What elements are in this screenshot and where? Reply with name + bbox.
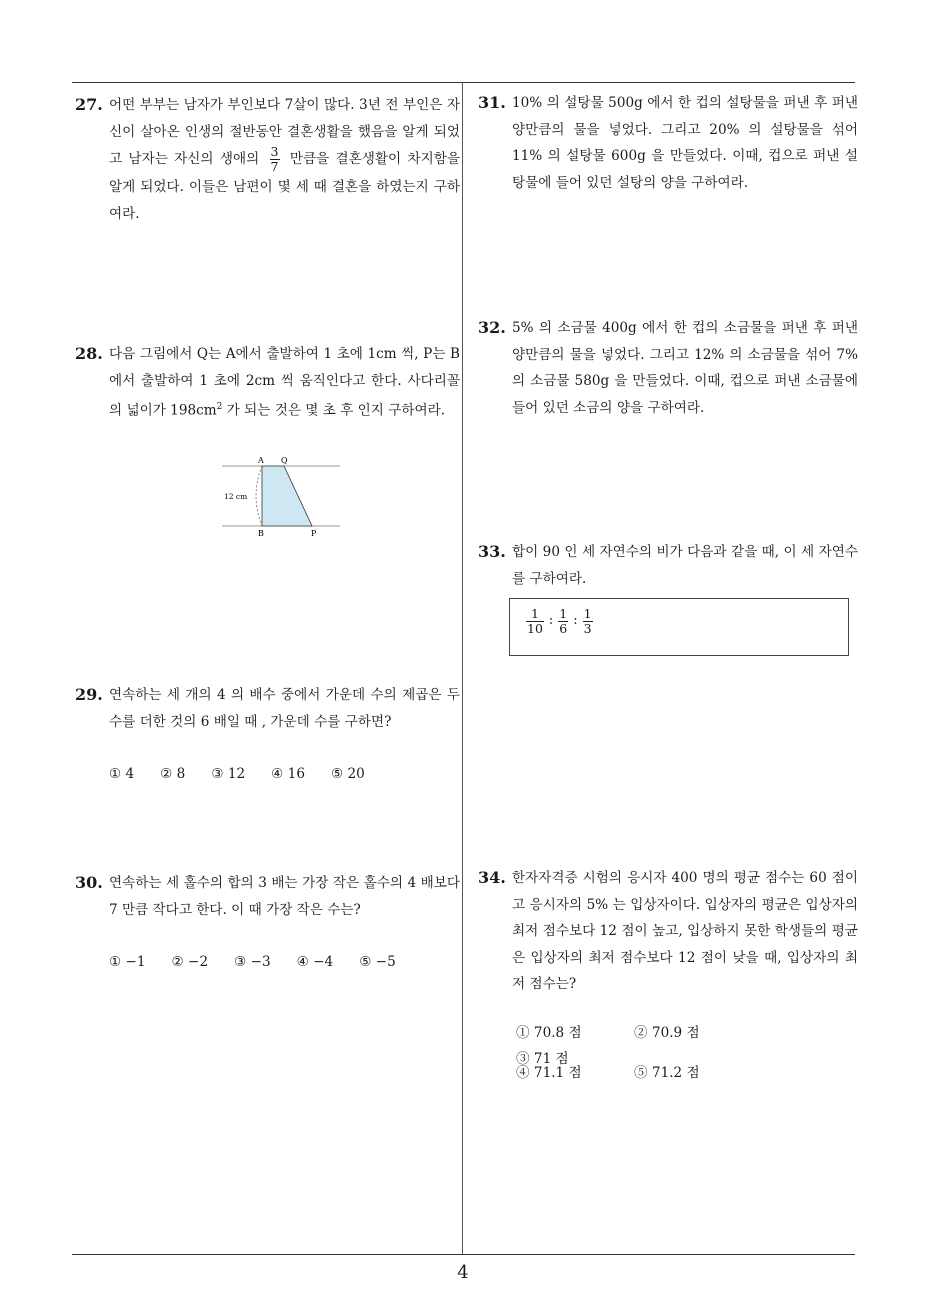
label-q: Q — [281, 456, 288, 465]
question-text: 다음 그림에서 Q는 A에서 출발하여 1 초에 1cm 씩, P는 B에서 출발하여 1 초에 2cm 씩 움직인다고 한다. 사다리꼴의 넓이가 $198cm^2$ 가 되는 것은 몇 초 후 인지 구하여라. — [109, 346, 460, 419]
ratio-expression — [522, 607, 597, 636]
choice-2[interactable]: ② 8 — [160, 766, 186, 782]
question-number: 29. — [75, 685, 103, 704]
label-height: 12 cm — [224, 492, 248, 501]
choice-row — [516, 1060, 858, 1100]
choice-1[interactable]: ① −1 — [109, 954, 146, 970]
label-b: B — [258, 529, 264, 538]
bottom-rule — [72, 1254, 855, 1255]
trapezoid-figure — [222, 456, 342, 538]
choice-3[interactable]: ③ 71 점 — [516, 1051, 569, 1067]
question-number: 27. — [75, 95, 103, 114]
choice-4[interactable]: ④ 16 — [271, 766, 305, 782]
question-29 — [75, 682, 460, 788]
question-text: 연속하는 세 홀수의 합의 3 배는 가장 작은 홀수의 4 배보다 7 만큼 작다고 한다. 이 때 가장 작은 수는? — [109, 875, 460, 918]
choice-1[interactable]: ① 4 — [109, 766, 135, 782]
label-p: P — [311, 529, 317, 538]
question-text: 연속하는 세 개의 4 의 배수 중에서 가운데 수의 제곱은 두 수를 더한 것의 6 배일 때 , 가운데 수를 구하면? — [109, 687, 460, 730]
choices — [109, 949, 460, 976]
question-number: 30. — [75, 873, 103, 892]
choice-5[interactable]: ⑤ 20 — [330, 766, 365, 782]
question-33 — [478, 539, 858, 656]
choices — [109, 761, 460, 788]
choice-5[interactable]: ⑤ −5 — [359, 954, 396, 970]
top-rule — [72, 82, 855, 83]
question-number: 34. — [478, 868, 506, 887]
question-text: 5% 의 소금물 400g 에서 한 컵의 소금물을 퍼낸 후 퍼낸 양만큼의 물을 넣었다. 그리고 12% 의 소금물을 섞어 7% 의 소금물 580g 을 만들었다. 이때, 컵으로 퍼낸 소금물에 들어 있던 소금의 양을 구하여라. — [512, 320, 858, 416]
choice-row — [516, 1020, 858, 1067]
trapezoid-shape — [262, 466, 312, 526]
question-text: 합이 90 인 세 자연수의 비가 다음과 같을 때, 이 세 자연수를 구하여라. — [512, 544, 858, 587]
colon: : — [573, 613, 578, 629]
question-text: 10% 의 설탕물 500g 에서 한 컵의 설탕물을 퍼낸 후 퍼낸 양만큼의 물을 넣었다. 그리고 20% 의 설탕물을 섞어 11% 의 설탕물 600g 을 만들었다. 이때, 컵으로 퍼낸 설탕물에 들어 있던 설탕의 양을 구하여라. — [512, 95, 858, 191]
choice-4[interactable]: ④ 71.1 점 — [516, 1064, 582, 1081]
fraction: $\frac{3}{7}$ — [270, 144, 279, 174]
fraction-1: $\frac{1}{10}$ — [527, 606, 543, 636]
column-divider — [462, 82, 463, 1254]
ratio-box — [509, 598, 849, 656]
question-32 — [478, 315, 858, 421]
question-27 — [75, 92, 460, 227]
choices — [516, 1020, 858, 1100]
fraction-3: $\frac{1}{3}$ — [583, 606, 592, 636]
choice-3[interactable]: ③ 12 — [211, 766, 246, 782]
question-number: 32. — [478, 318, 506, 337]
fraction-2: $\frac{1}{6}$ — [559, 606, 568, 636]
height-arc — [256, 466, 262, 526]
question-text: 어떤 부부는 남자가 부인보다 7살이 많다. 3년 전 부인은 자신이 살아온 인생의 절반동안 결혼생활을 했음을 알게 되었고 남자는 자신의 생애의 $\frac{3}{7}$ 만큼을 결혼생활이 차지함을 알게 되었다. 이들은 남편이 몇 세 때 결혼을 하였는지 구하여라. — [109, 97, 460, 222]
question-34 — [478, 865, 858, 1100]
question-number: 28. — [75, 344, 103, 363]
question-text: 한자자격증 시험의 응시자 400 명의 평균 점수는 60 점이고 응시자의 5% 는 입상자이다. 입상자의 평균은 입상자의 최저 점수보다 12 점이 높고, 입상하지 못한 학생들의 평균은 입상자의 최저 점수보다 12 점이 낮을 때, 입상자의 최저 점수는? — [512, 870, 858, 992]
question-28 — [75, 341, 460, 424]
question-number: 33. — [478, 542, 506, 561]
question-30 — [75, 870, 460, 976]
choice-2[interactable]: ② −2 — [171, 954, 209, 970]
colon: : — [548, 613, 554, 629]
question-31 — [478, 90, 858, 196]
choice-1[interactable]: ① 70.8 점 — [516, 1024, 582, 1041]
question-number: 31. — [478, 93, 506, 112]
choice-4[interactable]: ④ −4 — [296, 954, 334, 970]
choice-2[interactable]: ② 70.9 점 — [634, 1024, 700, 1041]
choice-5[interactable]: ⑤ 71.2 점 — [634, 1064, 700, 1081]
choice-3[interactable]: ③ −3 — [234, 954, 271, 970]
label-a: A — [258, 456, 264, 465]
page-number: 4 — [457, 1262, 469, 1283]
